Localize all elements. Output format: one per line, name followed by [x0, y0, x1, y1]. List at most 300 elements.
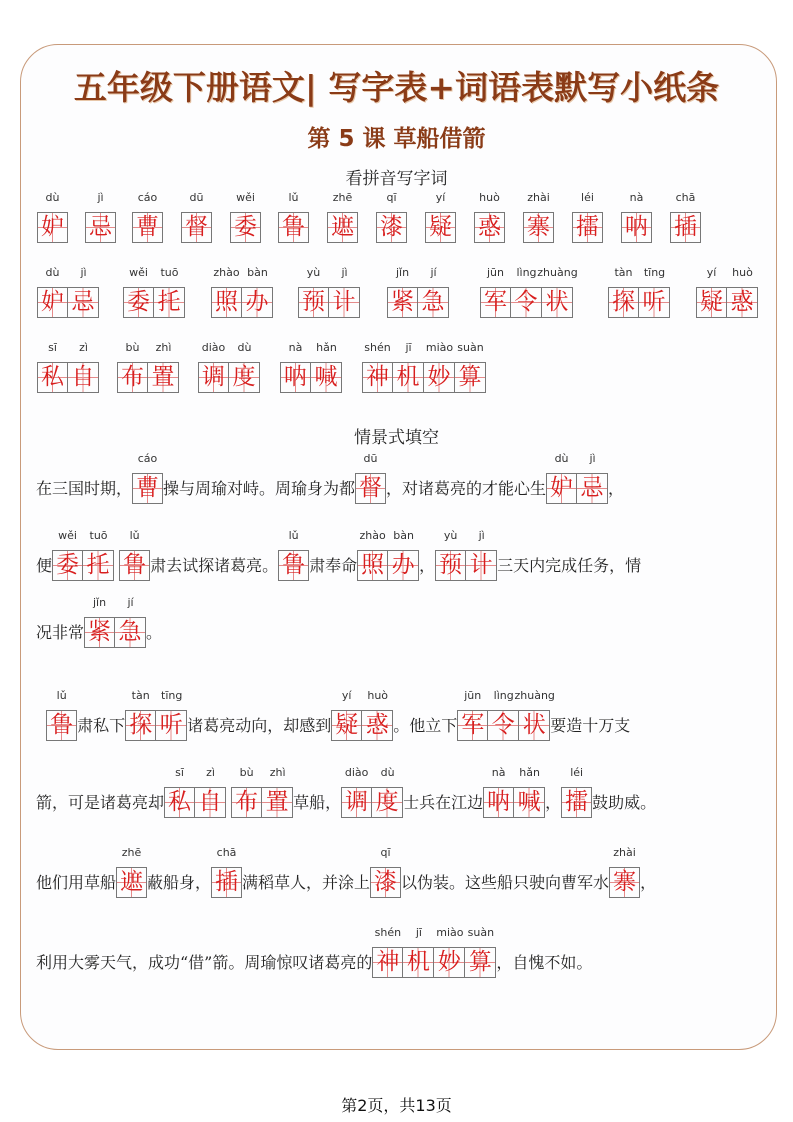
answer-character: 曹 — [132, 473, 163, 504]
word-box-group — [125, 689, 187, 741]
answer-character: 照 — [211, 287, 242, 318]
word-box-group — [231, 766, 293, 818]
tian-zi-cell — [393, 341, 424, 393]
tian-zi-cell — [37, 341, 68, 393]
pinyin-label: yí — [435, 191, 446, 204]
answer-character: 机 — [403, 947, 434, 978]
answer-character: 惑 — [362, 710, 393, 741]
tian-zi-cell — [242, 266, 273, 318]
answer-character: 自 — [68, 362, 99, 393]
tian-zi-cell — [696, 266, 727, 318]
tian-zi-cell — [727, 266, 758, 318]
passage-line — [36, 689, 631, 741]
answer-character: 疑 — [331, 710, 362, 741]
word-box-group — [670, 191, 701, 243]
pinyin-label: wěi — [58, 529, 77, 542]
pinyin-label: léi — [581, 191, 594, 204]
answer-character: 惑 — [474, 212, 505, 243]
passage-text — [36, 717, 46, 741]
tian-zi-cell — [68, 341, 99, 393]
tian-zi-cell — [37, 266, 68, 318]
answer-character: 惑 — [727, 287, 758, 318]
tian-zi-cell — [331, 689, 362, 741]
word-box-group — [278, 191, 309, 243]
word-box-group — [561, 766, 592, 818]
answer-character: 插 — [670, 212, 701, 243]
tian-zi-cell — [311, 341, 342, 393]
answer-character: 鲁 — [278, 212, 309, 243]
word-box-group — [370, 846, 401, 898]
tian-zi-cell — [262, 766, 293, 818]
word-box-group — [608, 266, 670, 318]
passage-text: 鼓助威。 — [592, 793, 657, 812]
answer-character: 布 — [231, 787, 262, 818]
answer-character: 忌 — [85, 212, 116, 243]
tian-zi-cell — [84, 596, 115, 648]
pinyin-label: dù — [380, 766, 395, 779]
pinyin-label: jì — [341, 266, 348, 279]
answer-character: 委 — [230, 212, 261, 243]
tian-zi-cell — [376, 191, 407, 243]
tian-zi-cell — [370, 846, 401, 898]
pinyin-label: lìng — [493, 689, 514, 702]
tian-zi-cell — [211, 846, 242, 898]
tian-zi-cell — [132, 452, 163, 504]
passage-text: 肃去试探诸葛亮。 — [150, 556, 279, 575]
tian-zi-cell — [164, 766, 195, 818]
answer-character: 寨 — [523, 212, 554, 243]
tian-zi-cell — [457, 689, 488, 741]
page-footer: 第2页，共13页 — [341, 1096, 452, 1115]
passage-text: 要造十万支 — [550, 716, 631, 735]
word-box-group — [119, 529, 150, 581]
pinyin-label: lǔ — [288, 191, 299, 204]
page-title: 五年级下册语文| 写字表+词语表默写小纸条 — [73, 68, 720, 107]
passage-text: 三天内完成任务，情 — [497, 556, 642, 575]
passage-text: ， — [419, 556, 436, 575]
passage-line — [36, 596, 163, 648]
pinyin-label: zhào — [213, 266, 240, 279]
pinyin-label: lǔ — [56, 689, 67, 702]
tian-zi-cell — [231, 766, 262, 818]
answer-character: 预 — [435, 550, 466, 581]
section-heading-pinyin: 看拼音写字词 — [345, 169, 448, 189]
pinyin-label: tàn — [614, 266, 633, 279]
tian-zi-cell — [480, 266, 511, 318]
tian-zi-cell — [355, 452, 386, 504]
tian-zi-cell — [298, 266, 329, 318]
tian-zi-cell — [362, 341, 393, 393]
answer-character: 听 — [639, 287, 670, 318]
tian-zi-cell — [466, 529, 497, 581]
pinyin-label: nà — [629, 191, 644, 204]
passage-text: 在三国时期， — [36, 479, 133, 498]
passage-text: 以伪装。这些船只驶向曹军水 — [401, 873, 610, 892]
answer-character: 疑 — [425, 212, 456, 243]
pinyin-label: wěi — [236, 191, 255, 204]
answer-character: 遮 — [116, 867, 147, 898]
word-box-group — [376, 191, 407, 243]
answer-character: 置 — [262, 787, 293, 818]
passage-text: 他们用草船 — [36, 873, 117, 892]
word-box-group — [387, 266, 449, 318]
pinyin-label: cáo — [137, 452, 158, 465]
tian-zi-cell — [116, 846, 147, 898]
tian-zi-cell — [211, 266, 242, 318]
answer-character: 漆 — [376, 212, 407, 243]
pinyin-label: nà — [491, 766, 506, 779]
pinyin-label: suàn — [457, 341, 484, 354]
word-box-group — [362, 341, 486, 393]
answer-character: 探 — [608, 287, 639, 318]
word-box-group — [37, 341, 99, 393]
pinyin-label: jī — [415, 926, 422, 939]
pinyin-label: zhì — [269, 766, 286, 779]
answer-character: 办 — [388, 550, 419, 581]
pinyin-label: zhì — [155, 341, 172, 354]
word-box-group — [211, 846, 242, 898]
answer-character: 呐 — [280, 362, 311, 393]
tian-zi-cell — [117, 341, 148, 393]
pinyin-label: huò — [479, 191, 500, 204]
pinyin-label: jí — [430, 266, 437, 279]
word-box-group — [278, 529, 309, 581]
passage-text: 。他立下 — [393, 716, 458, 735]
tian-zi-cell — [85, 191, 116, 243]
pinyin-label: miào — [425, 341, 454, 354]
answer-character: 忌 — [68, 287, 99, 318]
tian-zi-cell — [83, 529, 114, 581]
word-box-group — [425, 191, 456, 243]
pinyin-label: sī — [175, 766, 184, 779]
tian-zi-cell — [329, 266, 360, 318]
pinyin-label: yù — [443, 529, 458, 542]
answer-character: 鲁 — [46, 710, 77, 741]
passage-text: 诸葛亮动向，却感到 — [187, 716, 332, 735]
answer-character: 调 — [198, 362, 229, 393]
tian-zi-cell — [362, 689, 393, 741]
answer-character: 神 — [372, 947, 403, 978]
answer-character: 令 — [488, 710, 519, 741]
tian-zi-cell — [341, 766, 372, 818]
answer-character: 探 — [125, 710, 156, 741]
pinyin-label: qī — [386, 191, 397, 204]
word-box-group — [164, 766, 226, 818]
tian-zi-cell — [68, 266, 99, 318]
tian-zi-cell — [639, 266, 670, 318]
passage-text: 草船， — [293, 793, 342, 812]
answer-character: 插 — [211, 867, 242, 898]
word-box-group — [37, 266, 99, 318]
pinyin-label: nà — [288, 341, 303, 354]
word-box-group — [211, 266, 273, 318]
tian-zi-cell — [119, 529, 150, 581]
word-box-group — [181, 191, 212, 243]
pinyin-label: jī — [405, 341, 412, 354]
answer-character: 军 — [457, 710, 488, 741]
tian-zi-cell — [483, 766, 514, 818]
passage-text: 满稻草人，并涂上 — [242, 873, 371, 892]
pinyin-label: lǔ — [288, 529, 299, 542]
word-box-group — [621, 191, 652, 243]
pinyin-label: chā — [675, 191, 696, 204]
word-box-group — [230, 191, 261, 243]
answer-character: 计 — [329, 287, 360, 318]
word-box-group — [116, 846, 147, 898]
pinyin-label: qī — [380, 846, 391, 859]
passage-line — [36, 766, 657, 818]
pinyin-label: tuō — [160, 266, 179, 279]
pinyin-label: suàn — [467, 926, 495, 939]
tian-zi-cell — [424, 341, 455, 393]
word-box-group — [298, 266, 360, 318]
pinyin-label: zhē — [332, 191, 353, 204]
word-box-group — [132, 452, 163, 504]
tian-zi-cell — [561, 766, 592, 818]
passage-text: ， — [640, 873, 657, 892]
word-box-group — [435, 529, 497, 581]
answer-character: 疑 — [696, 287, 727, 318]
answer-character: 急 — [418, 287, 449, 318]
pinyin-label: hǎn — [519, 766, 540, 779]
passage-text: 利用大雾天气，成功“借”箭。周瑜惊叹诸葛亮的 — [36, 953, 373, 972]
tian-zi-cell — [37, 191, 68, 243]
answer-character: 妒 — [546, 473, 577, 504]
pinyin-label: tīng — [643, 266, 666, 279]
answer-character: 寨 — [609, 867, 640, 898]
pinyin-label: diào — [344, 766, 369, 779]
pinyin-label: zhuàng — [537, 266, 578, 279]
pinyin-label: wěi — [129, 266, 148, 279]
word-box-group — [341, 766, 403, 818]
word-box-group — [117, 341, 179, 393]
tian-zi-cell — [572, 191, 603, 243]
tian-zi-cell — [125, 689, 156, 741]
tian-zi-cell — [546, 452, 577, 504]
tian-zi-cell — [387, 266, 418, 318]
word-box-group — [457, 689, 555, 741]
pinyin-label: bàn — [247, 266, 268, 279]
answer-character: 妒 — [37, 287, 68, 318]
tian-zi-cell — [425, 191, 456, 243]
pinyin-label: dù — [554, 452, 569, 465]
answer-character: 军 — [480, 287, 511, 318]
tian-zi-cell — [52, 529, 83, 581]
passage-text: 操与周瑜对峙。周瑜身为都 — [163, 479, 356, 498]
tian-zi-cell — [523, 191, 554, 243]
passage-line — [36, 452, 625, 504]
word-box-group — [327, 191, 358, 243]
pinyin-label: lìng — [516, 266, 537, 279]
answer-character: 令 — [511, 287, 542, 318]
pinyin-label: tīng — [161, 689, 183, 702]
word-box-group — [46, 689, 77, 741]
answer-character: 呐 — [483, 787, 514, 818]
pinyin-label: zì — [79, 341, 88, 354]
answer-character: 擂 — [572, 212, 603, 243]
pinyin-label: jūn — [464, 689, 482, 702]
tian-zi-cell — [488, 689, 519, 741]
tian-zi-cell — [465, 926, 496, 978]
pinyin-label: jǐn — [395, 266, 410, 279]
answer-character: 置 — [148, 362, 179, 393]
pinyin-label: bàn — [393, 529, 414, 542]
pinyin-label: jí — [127, 596, 134, 609]
tian-zi-cell — [123, 266, 154, 318]
pinyin-label: zhài — [527, 191, 550, 204]
passage-text: ，自愧不如。 — [496, 953, 593, 972]
pinyin-label: tuō — [89, 529, 108, 542]
pinyin-label: jǐn — [92, 596, 107, 609]
pinyin-label: dū — [363, 452, 378, 465]
word-box-group — [280, 341, 342, 393]
pinyin-label: zì — [206, 766, 215, 779]
tian-zi-cell — [181, 191, 212, 243]
answer-character: 度 — [372, 787, 403, 818]
passage-text: 士兵在江边 — [403, 793, 484, 812]
pinyin-label: dù — [45, 191, 60, 204]
passage-text: 肃私下 — [77, 716, 126, 735]
word-box-group — [123, 266, 185, 318]
answer-character: 委 — [123, 287, 154, 318]
passage-text: 肃奉命 — [309, 556, 358, 575]
tian-zi-cell — [154, 266, 185, 318]
tian-zi-cell — [511, 266, 542, 318]
answer-character: 听 — [156, 710, 187, 741]
tian-zi-cell — [609, 846, 640, 898]
answer-character: 遮 — [327, 212, 358, 243]
word-box-group — [357, 529, 419, 581]
answer-character: 机 — [393, 362, 424, 393]
word-box-group — [331, 689, 393, 741]
pinyin-label: jì — [97, 191, 104, 204]
word-box-group — [483, 766, 545, 818]
tian-zi-cell — [435, 529, 466, 581]
tian-zi-cell — [46, 689, 77, 741]
pinyin-label: yí — [341, 689, 352, 702]
passage-text: 蔽船身， — [147, 873, 212, 892]
tian-zi-cell — [621, 191, 652, 243]
tian-zi-cell — [474, 191, 505, 243]
word-box-group — [696, 266, 758, 318]
answer-character: 紧 — [387, 287, 418, 318]
word-box-group — [523, 191, 554, 243]
tian-zi-cell — [514, 689, 555, 741]
pinyin-label: yí — [706, 266, 717, 279]
tian-zi-cell — [514, 766, 545, 818]
tian-zi-cell — [418, 266, 449, 318]
answer-character: 自 — [195, 787, 226, 818]
tian-zi-cell — [357, 529, 388, 581]
tian-zi-cell — [229, 341, 260, 393]
answer-character: 状 — [519, 710, 550, 741]
word-box-group — [132, 191, 163, 243]
answer-character: 办 — [242, 287, 273, 318]
answer-character: 私 — [164, 787, 195, 818]
answer-character: 漆 — [370, 867, 401, 898]
answer-character: 忌 — [577, 473, 608, 504]
word-box-group — [198, 341, 260, 393]
answer-character: 状 — [542, 287, 573, 318]
tian-zi-cell — [388, 529, 419, 581]
answer-character: 妒 — [37, 212, 68, 243]
answer-character: 算 — [465, 947, 496, 978]
tian-zi-cell — [455, 341, 486, 393]
passage-line — [36, 529, 642, 581]
pinyin-label: dù — [45, 266, 60, 279]
answer-character: 私 — [37, 362, 68, 393]
pinyin-label: huò — [367, 689, 389, 702]
answer-character: 预 — [298, 287, 329, 318]
pinyin-label: tàn — [131, 689, 150, 702]
pinyin-label: bù — [239, 766, 254, 779]
tian-zi-cell — [132, 191, 163, 243]
tian-zi-cell — [280, 341, 311, 393]
pinyin-label: diào — [201, 341, 226, 354]
tian-zi-cell — [230, 191, 261, 243]
tian-zi-cell — [278, 191, 309, 243]
word-box-group — [52, 529, 114, 581]
word-box-group — [85, 191, 116, 243]
lesson-title: 第 5 课 草船借箭 — [307, 126, 486, 152]
tian-zi-cell — [403, 926, 434, 978]
pinyin-label: jì — [589, 452, 596, 465]
passage-text: ， — [608, 479, 625, 498]
answer-character: 计 — [466, 550, 497, 581]
passage-text: 况非常 — [36, 623, 85, 642]
pinyin-label: hǎn — [316, 341, 337, 354]
answer-character: 急 — [115, 617, 146, 648]
tian-zi-cell — [372, 926, 403, 978]
answer-character: 妙 — [424, 362, 455, 393]
answer-character: 妙 — [434, 947, 465, 978]
passage-text: 便 — [36, 556, 53, 575]
answer-character: 紧 — [84, 617, 115, 648]
pinyin-label: shén — [374, 926, 402, 939]
tian-zi-cell — [327, 191, 358, 243]
tian-zi-cell — [115, 596, 146, 648]
pinyin-label: dù — [237, 341, 252, 354]
tian-zi-cell — [577, 452, 608, 504]
pinyin-label: jūn — [487, 266, 504, 279]
answer-character: 督 — [355, 473, 386, 504]
pinyin-label: miào — [436, 926, 464, 939]
answer-character: 布 — [117, 362, 148, 393]
answer-character: 鲁 — [119, 550, 150, 581]
word-box-group — [480, 266, 578, 318]
tian-zi-cell — [670, 191, 701, 243]
answer-character: 算 — [455, 362, 486, 393]
word-box-group — [609, 846, 640, 898]
answer-character: 鲁 — [278, 550, 309, 581]
word-box-group — [355, 452, 386, 504]
pinyin-label: chā — [216, 846, 237, 859]
pinyin-label: jì — [478, 529, 485, 542]
pinyin-label: yù — [306, 266, 321, 279]
answer-character: 托 — [154, 287, 185, 318]
tian-zi-cell — [156, 689, 187, 741]
passage-text: ， — [545, 793, 562, 812]
word-box-group — [37, 191, 68, 243]
pinyin-label: zhuàng — [514, 689, 555, 702]
pinyin-label: cáo — [137, 191, 158, 204]
pinyin-label: léi — [570, 766, 584, 779]
answer-character: 调 — [341, 787, 372, 818]
tian-zi-cell — [195, 766, 226, 818]
pinyin-label: zhài — [613, 846, 636, 859]
pinyin-label: zhē — [121, 846, 142, 859]
tian-zi-cell — [537, 266, 578, 318]
